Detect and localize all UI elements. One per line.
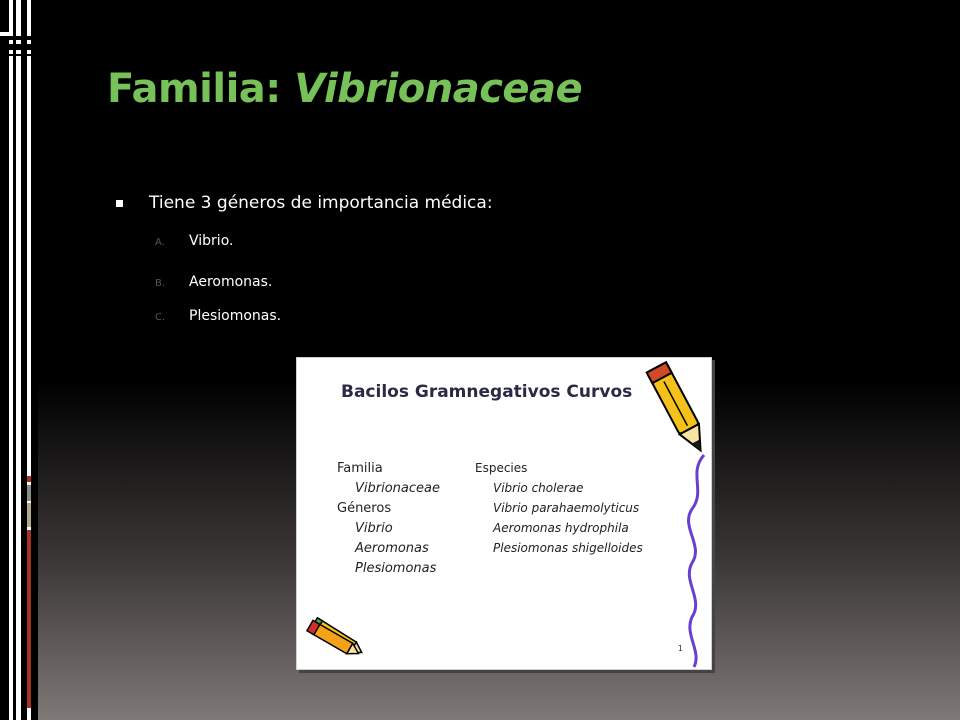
- slide-title: [107, 66, 582, 112]
- sub-item-text: Aeromonas.: [189, 274, 273, 290]
- decor-bar: [27, 503, 31, 527]
- species-item: Plesiomonas shigelloides: [493, 541, 643, 555]
- embedded-slide-image: [296, 357, 712, 670]
- title-italic: Vibrionaceae: [294, 66, 583, 112]
- bullet-list: [116, 193, 493, 324]
- genus-item: Aeromonas: [355, 541, 429, 556]
- decor-bar: [31, 0, 38, 36]
- sub-item-marker: C.: [155, 312, 166, 323]
- species-item: Vibrio cholerae: [493, 481, 584, 495]
- species-column: [475, 458, 643, 558]
- sub-item-marker: A.: [155, 237, 165, 248]
- pen-clipart-icon: [645, 358, 711, 463]
- picture-title: Bacilos Gramnegativos Curvos: [341, 382, 633, 402]
- sub-item-marker: B.: [155, 278, 166, 289]
- decor-bar: [13, 40, 16, 720]
- familia-value: Vibrionaceae: [355, 481, 440, 496]
- decor-bar: [31, 40, 38, 720]
- species-item: Aeromonas hydrophila: [493, 521, 629, 535]
- decor-bar: [0, 0, 9, 32]
- familia-label: Familia: [337, 461, 383, 476]
- sub-item: [155, 274, 272, 290]
- title-prefix: Familia:: [107, 66, 295, 112]
- decor-bar: [21, 0, 27, 36]
- generos-label: Géneros: [337, 501, 392, 516]
- left-decor-strip: [0, 0, 38, 720]
- decor-bar: [27, 476, 31, 482]
- pencils-clipart-icon: [297, 604, 375, 668]
- sub-item: [155, 233, 233, 249]
- sub-item: [155, 308, 281, 324]
- genus-item: Plesiomonas: [355, 561, 437, 576]
- sub-item-text: Vibrio.: [189, 233, 234, 249]
- decor-bar: [0, 40, 9, 720]
- sub-item-text: Plesiomonas.: [189, 308, 282, 324]
- especies-label: Especies: [475, 461, 528, 475]
- decor-bar: [13, 0, 16, 36]
- square-bullet-icon: [116, 200, 123, 207]
- decor-bar: [27, 530, 31, 708]
- picture-page-number: 1: [677, 644, 683, 653]
- genera-column: [337, 459, 440, 579]
- main-bullet-text: Tiene 3 géneros de importancia médica:: [149, 193, 493, 213]
- species-item: Vibrio parahaemolyticus: [493, 501, 640, 515]
- decor-bar: [27, 485, 31, 501]
- main-bullet: [116, 193, 493, 213]
- genus-item: Vibrio: [355, 521, 393, 536]
- wavy-line-icon: [682, 453, 711, 669]
